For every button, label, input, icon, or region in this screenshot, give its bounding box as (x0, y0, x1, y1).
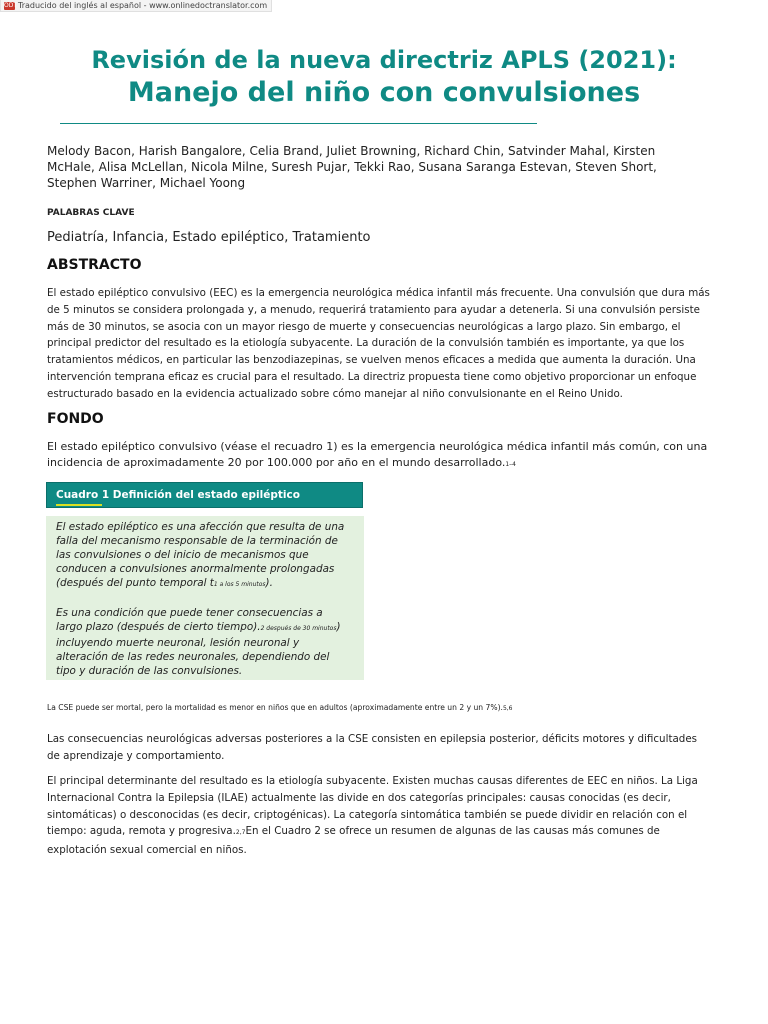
box1-header (46, 482, 363, 508)
box1-para2-text-b: ) incluyendo muerte neuronal, lesión neuronal y alteración de las redes neuronales, dependiendo del tipo y duración de las convulsiones. (56, 621, 341, 677)
translator-banner[interactable] (0, 0, 272, 12)
mortality-note-text: La CSE puede ser mortal, pero la mortalidad es menor en niños que en adultos (aproximadamente entre un 2 y un 7%). (47, 703, 503, 712)
etiology-text-b: En el Cuadro 2 se ofrece un resumen de algunas de las causas más comunes de explotación sexual comercial en niños. (47, 825, 660, 857)
box1-para2-subscript: 2 después de 30 minutos (260, 625, 337, 632)
translator-logo-icon: ODT (4, 1, 18, 9)
box1-body (46, 516, 364, 680)
mortality-note (47, 703, 513, 712)
keywords-heading: PALABRAS CLAVE (47, 208, 135, 218)
background-heading: FONDO (47, 411, 104, 427)
box1-paragraph-2 (56, 606, 348, 678)
box1-para1-text: El estado epiléptico es una afección que resulta de una falla del mecanismo responsable de la terminación de las convulsiones o del inicio de mecanismos que conducen a convulsiones anormalmente prolongadas (después del punto temporal t (56, 521, 345, 589)
background-body: El estado epiléptico convulsivo (véase el recuadro 1) es la emergencia neurológica médica infantil más común, con una incidencia de aproximadamente 20 por 100.000 por año en el mundo desarrollado. (47, 440, 708, 469)
document-title-line2: Manejo del niño con convulsiones (127, 77, 641, 108)
box1-title-underline (56, 504, 102, 506)
translator-banner-text[interactable]: Traducido del inglés al español - www.onlinedoctranslator.com (18, 1, 268, 10)
mortality-note-ref: 5,6 (502, 705, 513, 712)
etiology-paragraph (47, 773, 712, 859)
abstract-text: El estado epiléptico convulsivo (EEC) es la emergencia neurológica médica infantil más frecuente. Una convulsión que dura más de 5 minutos se considera prolongada y, a menudo, requerirá tratamiento para ayudar a detenerla. Si una convulsión persiste más de 30 minutos, se asocia con un mayor riesgo de muerte y consecuencias neurológicas a largo plazo. Sin embargo, el principal predictor del resultado es la etiología subyacente. La duración de la convulsión también es importante, ya que los tratamientos médicos, en particular las benzodiazepinas, se vuelven menos eficaces a medida que aumenta la duración. Una intervención temprana eficaz es crucial para el resultado. La directriz propuesta tiene como objetivo proporcionar un enfoque estructurado basado en la evidencia actualizado sobre cómo manejar al niño convulsionante en el Reino Unido. (47, 287, 710, 400)
box1-para2-text-a: Es una condición que puede tener consecuencias a largo plazo (después de cierto tiempo). (56, 607, 323, 633)
background-text (47, 439, 712, 473)
keywords-text: Pediatría, Infancia, Estado epiléptico, Tratamiento (47, 230, 371, 245)
box1-paragraph-1 (56, 520, 348, 592)
box1-text (56, 520, 348, 678)
background-ref: 1–4 (505, 461, 516, 468)
box1-para1-end: ). (265, 577, 273, 589)
author-list: Melody Bacon, Harish Bangalore, Celia Brand, Juliet Browning, Richard Chin, Satvinder Mahal, Kirsten McHale, Alisa McLellan, Nicola Milne, Suresh Pujar, Tekki Rao, Susana Saranga Estevan, Steven Short, Stephen Warriner, Michael Yoong (47, 144, 657, 190)
box1-title: Cuadro 1 Definición del estado epiléptico (56, 489, 300, 501)
title-divider (60, 123, 537, 124)
abstract-heading: ABSTRACTO (47, 257, 142, 273)
etiology-text-a: El principal determinante del resultado es la etiología subyacente. Existen muchas causas diferentes de EEC en niños. La Liga Internacional Contra la Epilepsia (ILAE) actualmente las divide en dos categorías principales: causas conocidas (es decir, sintomáticas) o desconocidas (es decir, criptogénicas). La categoría sintomática también se puede dividir en relación con el tiempo: aguda, remota y progresiva. (47, 775, 698, 838)
box1-para1-subscript: 1 a los 5 minutos (213, 581, 266, 588)
consequences-paragraph: Las consecuencias neurológicas adversas posteriores a la CSE consisten en epilepsia posterior, déficits motores y dificultades de aprendizaje y comportamiento. (47, 733, 698, 762)
etiology-ref: 2,7 (235, 829, 246, 837)
document-title-line1: Revisión de la nueva directriz APLS (2021): (91, 46, 677, 74)
